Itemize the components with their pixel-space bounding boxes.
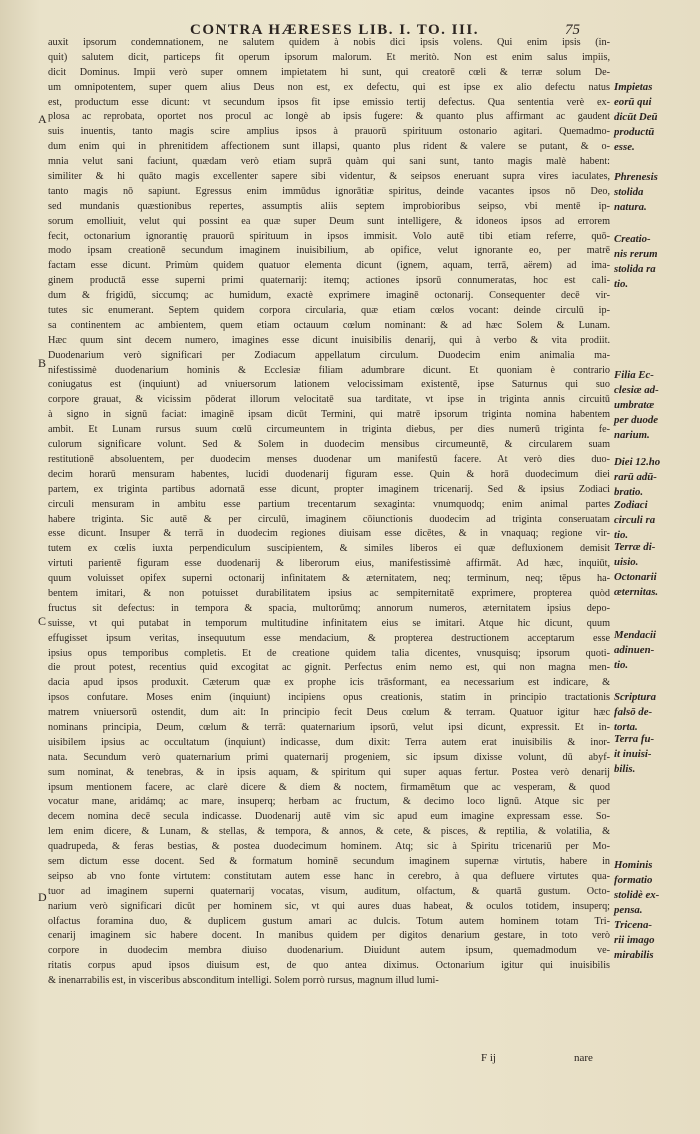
text-line: lem enim dicere, & Lunam, & stellas, & tempora, & annos, & cete, & pisces, & reptilia, & volatilia, &: [48, 826, 610, 838]
text-line: coniugatus est (inquiunt) ad vniuersorum lationem velocissimam existentē, ipse Saturnus qui suo: [48, 379, 610, 391]
section-letter: C: [38, 614, 47, 628]
text-line: ipsos confutare. Moses enim (inquiunt) incipiens opus creationis, statim in principio tractationis: [48, 692, 610, 704]
marginal-note: [614, 368, 659, 443]
text-line: restitutionē absoluentem, per duodecim menses duodenar um manifestū facere. At verò dies duo-: [48, 453, 610, 465]
marginal-note-line: tio.: [614, 658, 629, 671]
text-line: factam esse dicunt. Primùm quidem quatuor elementa dicunt (ignem, aquam, terrā, aërem) ad ima-: [48, 260, 610, 272]
text-line: suisse, vt qui putabat in temporum multitudine infinitatem eius se imitari. Atque hic dicunt, quum: [48, 617, 610, 629]
marginal-note: [614, 170, 658, 215]
marginal-note-line: Hominis: [614, 859, 653, 871]
marginal-note-line: formatio: [614, 873, 653, 886]
marginal-note-line: Terræ di-: [614, 541, 656, 553]
text-line: tanto magis nō sapiunt. Egressus enim immūdus ignorātiæ spiritus, deinde vacantes ipsos nō Deo,: [48, 185, 610, 197]
text-line: habere triginta. Sic autē & per circulū, imaginem cōiunctionis duodecim ad triginta conseruatam: [48, 513, 610, 525]
text-line: quit) salutem dicit, particeps fit operum ipsorum malorum. Et meritò. Non est enim salus impiis,: [48, 51, 610, 63]
text-line: ambit. Et Lunam rursus suum cœlū circumeuntem in triginta diebus, per dies numerū triginta fe-: [48, 424, 610, 436]
text-line: seipso ab vno fonte virtutem: constitutam autem esse hanc in cerebro, à qua defluere virtutes qua-: [48, 870, 610, 882]
marginal-note-line: stolida: [614, 185, 644, 198]
text-line: ritatis corpus apud ipsos diuisum est, de quo antea diximus. Octonarium igitur qui inuisibilis: [48, 960, 610, 972]
text-line: plosa ac reprobata, oportet nos procul ac longè ab ipsis fugere: & quanto plus affirmant ac gaudent: [48, 111, 610, 123]
text-line: ginem productā esse superni primi quaternarij: itemq; actiones ipsorū connumeratas, hoc est cali-: [48, 275, 610, 287]
text-line: virtuti parientē figuram esse duodenarij & liberorum eius, manifestissimè affirmāt. Ad hæc, inquiūt,: [48, 558, 610, 570]
marginal-note-line: umbratæ: [614, 398, 655, 411]
marginal-note-line: stolida ra: [614, 262, 656, 275]
marginal-note-line: clesiæ ad-: [614, 383, 659, 396]
catchword: nare: [574, 1052, 593, 1064]
marginal-note-line: stolidè ex-: [614, 888, 660, 901]
text-line: quadrupeda, & feras bestias, & postea duodecimum hominem. Atq; sic à Spiritu tricenariū per Mo-: [48, 841, 610, 853]
text-line: die prout potest, recentius quid excogitat ac gignit. Perfectus enim nemo est, qui non magna men-: [48, 662, 610, 674]
text-line: fecit, octonarium ignorantię prauorū spirituum in ipsos immisit. Volo autē tibi etiam referre, quō-: [48, 230, 610, 242]
text-line: sorum emolliuit, velut qui possint ea quæ super Deum sunt intelligere, & idoneos ipsos ad errorem: [48, 215, 610, 227]
marginal-note-line: æternitas.: [614, 585, 659, 598]
running-title: CONTRA HÆRESES LIB. I. TO. III.: [190, 22, 479, 38]
marginal-note-line: adinuen-: [614, 643, 655, 656]
marginal-note-line: esse.: [614, 140, 635, 153]
marginal-note-line: Filia Ec-: [614, 369, 654, 381]
text-line: suis inuentis, tanto magis scire amplius ipsos à prauorū spirituum ostonario agitari. Quemadmo-: [48, 126, 610, 138]
marginal-note-line: tio.: [614, 277, 629, 290]
section-letter: B: [38, 356, 47, 370]
marginal-note: [614, 540, 655, 570]
text-line: quum voluisset opifex superni octonarij infinitatem & æternitatem, neq; terminum, neq; tēpus ha-: [48, 573, 610, 585]
marginal-note: [614, 858, 659, 918]
marginal-note-line: Creatio-: [614, 233, 651, 245]
text-line: tutes sic enumerant. Septem quidem corpora circularia, quæ etiam cœlos vocant: deinde circulū ip-: [48, 305, 610, 317]
text-line: Duodenarium verò significari per Zodiacum appellatum circulum. Duodecim enim animalia ma-: [48, 349, 610, 361]
text-line: sa continentem ac ambientem, quem etiam octauum cœlum nominant: & ad hæc Solem & Lunam.: [48, 319, 610, 331]
marginal-note-line: Octonarii: [614, 571, 657, 583]
marginal-note-line: rii imago: [614, 933, 655, 946]
text-line: um omnipotentem, super quem alius Deus non est, ex defectu, qui est ipse ex alio defectu natus: [48, 81, 610, 93]
marginal-note-line: Impietas: [614, 81, 653, 93]
marginal-note: [614, 732, 654, 777]
marginal-note: [614, 80, 658, 155]
text-line: similiter & hi quāto magis excellenter sapere sibi videntur, & seipsos eneruant supra vires iaculates,: [48, 171, 610, 183]
marginal-note-line: bilis.: [614, 762, 636, 775]
marginal-note-line: productū: [614, 125, 655, 138]
signature-mark: F ij: [481, 1052, 496, 1064]
text-line: matrem vniuersorū ostendit, dum ait: In principio fecit Deus cœlum & terram. Quatuor igitur hæc: [48, 707, 610, 719]
marginal-note-line: eorū qui: [614, 95, 652, 108]
text-line: auxit ipsorum condemnationem, ne salutem quidem à nobis dici ipsis volens. Qui enim ipsis (in-: [48, 37, 610, 48]
marginal-note-line: it inuisi-: [614, 747, 652, 760]
marginal-note-line: Diei 12.ho: [614, 456, 661, 468]
marginal-note-line: dicūt Deū: [614, 110, 658, 123]
marginal-note: [614, 498, 655, 543]
marginal-note: [614, 232, 658, 292]
marginal-note-line: Zodiaci: [614, 499, 648, 511]
text-line: partem, ex triginta partibus adornatā esse dicunt, propter imaginem tricenarij. Sed & ipsius Zodiaci: [48, 483, 610, 495]
text-line: fructus sit defectus: in tempora & spacia, multorūmq; annorum numeros, æternitatem ipsius depo-: [48, 602, 610, 614]
text-line: ipsum mentionem facere, ac clarè dicere & diem & noctem, firmamētum que ac vesperam, & quod: [48, 781, 610, 793]
text-line: tutem ex cœlis iuxta perpendiculum suscipientem, & similes liberos ei quæ defluxionem demisit: [48, 543, 610, 555]
marginal-note-line: Mendacii: [614, 629, 656, 641]
text-line: sum nominat, & tenebras, & in ipsis aquam, & spiritum qui super aquas fertur. Postea verò denarij: [48, 766, 610, 778]
page-number: 75: [565, 22, 580, 38]
text-line: effugisset ipsum veritas, insequutum esse mendacium, & propterea destructionem acceptarum esse: [48, 632, 610, 644]
marginal-note: [614, 918, 655, 963]
text-line: bentem imitari, & non potuisset durabilitatem ipsius ac sempiternitatē exprimere, propterea quòd: [48, 587, 610, 599]
marginal-note-line: torta.: [614, 720, 638, 733]
text-line: corpore in duodecim membra diuiso duodenarium. Diuidunt autem ipsum, quemadmodum ve-: [48, 945, 610, 957]
marginal-note-line: Scriptura: [614, 691, 657, 703]
text-line: esse dicunt. Insuper & terrā in duodecim regiones diuisam esse dicētes, & in vnaquaq; regione vir-: [48, 528, 610, 540]
text-line: narium verò significari dicūt per hominem sic, vt qui aures duas habeat, & oculos totidem, insuperq;: [48, 900, 610, 912]
text-line: dacia apud ipsos produxit. Cæterum quæ ex prophe icis trāsformant, ea necessarium est indicare, &: [48, 677, 610, 689]
section-letter: A: [38, 112, 47, 126]
marginal-note-line: tio.: [614, 528, 629, 541]
text-line: culorum significare volunt. Sed & Solem in duodecim mensibus circumeuntē, & circularem suam: [48, 439, 610, 451]
text-line: corpore grauat, & vicissim pōderat illorum velocitatē sua tarditate, vt ipse in triginta annis circuitū: [48, 394, 610, 406]
text-line: decem nomina decē secula indicasse. Duodenarij autē vim sic apud eum imagine expressam esse. So-: [48, 811, 610, 823]
text-line: olfactus foramina duo, & duplicem gustum amari ac dulcis. Totum autem hominem totam Tri-: [48, 915, 610, 927]
marginal-note-line: uisio.: [614, 555, 639, 568]
text-line: cenarij imaginem sic habere docent. In manibus quidem per digitos denarium gestare, in toto verò: [48, 930, 610, 942]
marginal-note: [614, 570, 658, 600]
marginal-note-line: pensa.: [614, 903, 643, 916]
marginal-note-line: Tricena-: [614, 919, 652, 931]
marginal-note: [614, 455, 660, 500]
marginal-note-line: circuli ra: [614, 513, 656, 526]
marginal-note-line: mirabilis: [614, 948, 654, 961]
text-line: modo ipsam creationē secundum imaginem inuisibilium, ab opifice, velut ignorante eo, per matrē: [48, 245, 610, 257]
text-line: ipsius opus temporibus completis. Et de creatione quidem talia dicentes, vnusquisq; ipsorum quoti-: [48, 647, 610, 659]
text-line: uisibilem ipsius ac occultatum (inquiunt) indicasse, dum dixit: Terra autem erat inuisibilis & inor-: [48, 736, 610, 748]
text-line: nata. Secundum verò quaternarium primi quaternarij progeniem, sic ipsum dixisse volunt, dū abyf-: [48, 751, 610, 763]
text-line: nifestissimè duodenarium hominis & Ecclesiæ filiam adumbrare dicunt. Et quoniam è contrario: [48, 364, 610, 376]
body-text: [48, 36, 610, 989]
text-line: tuor ad imaginem superni quaternarij vocatas, visum, auditum, olfactum, & quartā gustum. Octo-: [48, 885, 610, 897]
text-line: decim horarū mensuram habentes, lucidi duodenarij figuram esse. Quin & horā duodecimum diei: [48, 468, 610, 480]
text-line: nominans principia, Deum, cœlum & terrā: quaternarium ipsorū, velut ipsi dicunt, expressit. Et in-: [48, 721, 610, 733]
marginal-note-line: Terra fu-: [614, 733, 655, 745]
text-line: dum enim qui in phrenitidem affectionem sunt illapsi, quanto plus rident & valere se putant, & o-: [48, 141, 610, 153]
marginal-note-line: natura.: [614, 200, 647, 213]
marginal-note-line: nis rerum: [614, 247, 658, 260]
text-line: circuli mensuram in ambitu esse partium trecentarum sexaginta: vnumquodq; enim animal partes: [48, 498, 610, 510]
marginal-note: [614, 628, 656, 673]
marginal-note-line: bratio.: [614, 485, 644, 498]
marginal-note: [614, 690, 656, 735]
text-line: sed mundanis quæstionibus repertes, assumptis aliis septem improbioribus seipso, vbi mentē ip-: [48, 200, 610, 212]
text-line: & inenarrabilis est, in visceribus absconditum intelligi. Solem porrò rursus, magnum illud lumi-: [48, 975, 439, 987]
marginal-note-line: per duode: [614, 413, 659, 426]
marginal-note-line: falsō de-: [614, 705, 653, 718]
text-line: vocatur mane, aridámq; ac mare, insuperq; herbam ac fructum, & decimo loco lignū. Atque sic per: [48, 796, 610, 808]
text-line: mnia velut sani faciunt, quædam verò etiam suprā quàm qui sani sunt, tanto magis malè habent:: [48, 156, 610, 168]
text-line: Hæc quum sint decem numero, imagines esse dicunt inuisibilis denarij, qui à verbo & vita prodiit.: [48, 334, 610, 346]
section-letter: D: [38, 890, 47, 904]
text-line: est, productum esse dicunt: vt secundum ipsos fit ipse emissio tertij defectus. Qua sententia verè ex-: [48, 96, 610, 108]
marginal-note-line: narium.: [614, 428, 650, 441]
text-line: à signo in signū faciat: imaginē ipsam dicūt Termini, qui matrē ipsorum triginta nomina habentem: [48, 409, 610, 421]
marginal-note-line: Phrenesis: [614, 171, 658, 183]
marginal-note-line: rarū adū-: [614, 470, 657, 483]
text-line: dum & frigidū, siccumq; ac humidum, exactè exprimere imaginē octonarij. Consequenter decē vir-: [48, 290, 610, 302]
text-line: dicit Dominus. Impii verò super omnem impietatem hi sunt, qui creatorē cœli & terræ solum De-: [48, 66, 610, 78]
text-line: sem dictum esse docent. Sed & formatum hominē secundum imaginem supernæ virtutis, habere in: [48, 855, 610, 867]
